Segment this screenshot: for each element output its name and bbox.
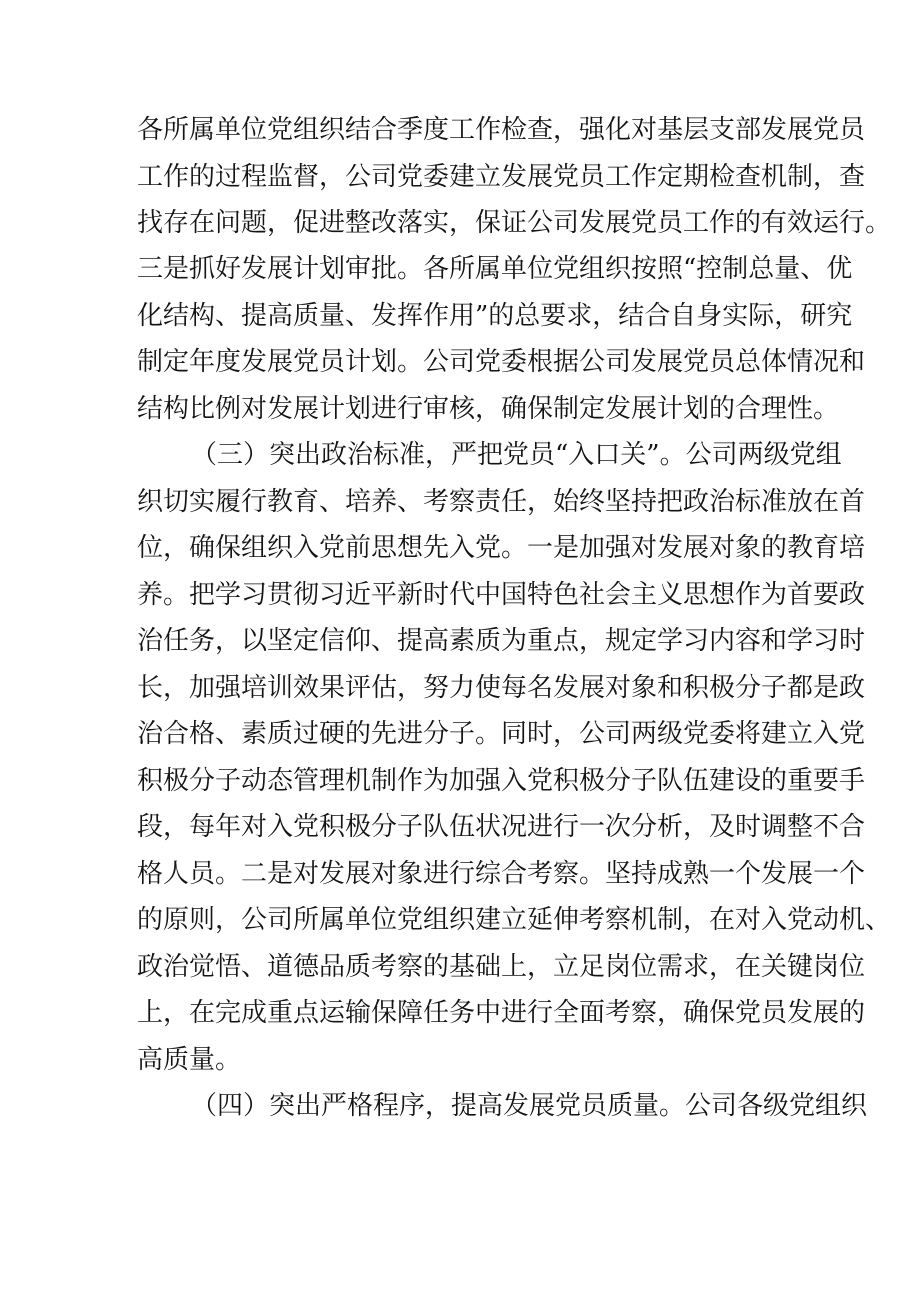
text-line: 位，确保组织入党前思想先入党。一是加强对发展对象的教育培	[137, 533, 866, 563]
text-line: 的原则，公司所属单位党组织建立延伸考察机制，在对入党动机、	[137, 905, 892, 935]
text-line: 积极分子动态管理机制作为加强入党积极分子队伍建设的重要手	[137, 766, 866, 796]
text-line: 养。把学习贯彻习近平新时代中国特色社会主义思想作为首要政	[137, 580, 866, 610]
text-line: 政治觉悟、道德品质考察的基础上，立足岗位需求，在关键岗位	[137, 952, 866, 982]
text-line: 格人员。二是对发展对象进行综合考察。坚持成熟一个发展一个	[137, 859, 866, 889]
text-line: 制定年度发展党员计划。公司党委根据公司发展党员总体情况和	[137, 347, 866, 377]
text-line: 化结构、提高质量、发挥作用”的总要求，结合自身实际，研究	[137, 301, 853, 331]
text-line: 各所属单位党组织结合季度工作检查，强化对基层支部发展党员	[137, 115, 866, 145]
text-line: 找存在问题，促进整改落实，保证公司发展党员工作的有效运行。	[137, 208, 892, 238]
text-line: 三是抓好发展计划审批。各所属单位党组织按照“控制总量、优	[137, 254, 853, 284]
text-line: 长，加强培训效果评估，努力使每名发展对象和积极分子都是政	[137, 673, 866, 703]
text-line: 结构比例对发展计划进行审核，确保制定发展计划的合理性。	[137, 394, 840, 424]
text-line: 治任务，以坚定信仰、提高素质为重点，规定学习内容和学习时	[137, 626, 866, 656]
paragraph-heading-line: （三）突出政治标准，严把党员“入口关”。公司两级党组	[191, 440, 842, 470]
text-line: 织切实履行教育、培养、考察责任，始终坚持把政治标准放在首	[137, 487, 866, 517]
paragraph-heading-line: （四）突出严格程序，提高发展党员质量。公司各级党组织	[191, 1091, 868, 1121]
text-line: 上，在完成重点运输保障任务中进行全面考察，确保党员发展的	[137, 998, 866, 1028]
text-line: 段，每年对入党积极分子队伍状况进行一次分析，及时调整不合	[137, 812, 866, 842]
text-line: 高质量。	[137, 1045, 242, 1075]
text-line: 治合格、素质过硬的先进分子。同时，公司两级党委将建立入党	[137, 719, 866, 749]
text-line: 工作的过程监督，公司党委建立发展党员工作定期检查机制，查	[137, 162, 866, 192]
